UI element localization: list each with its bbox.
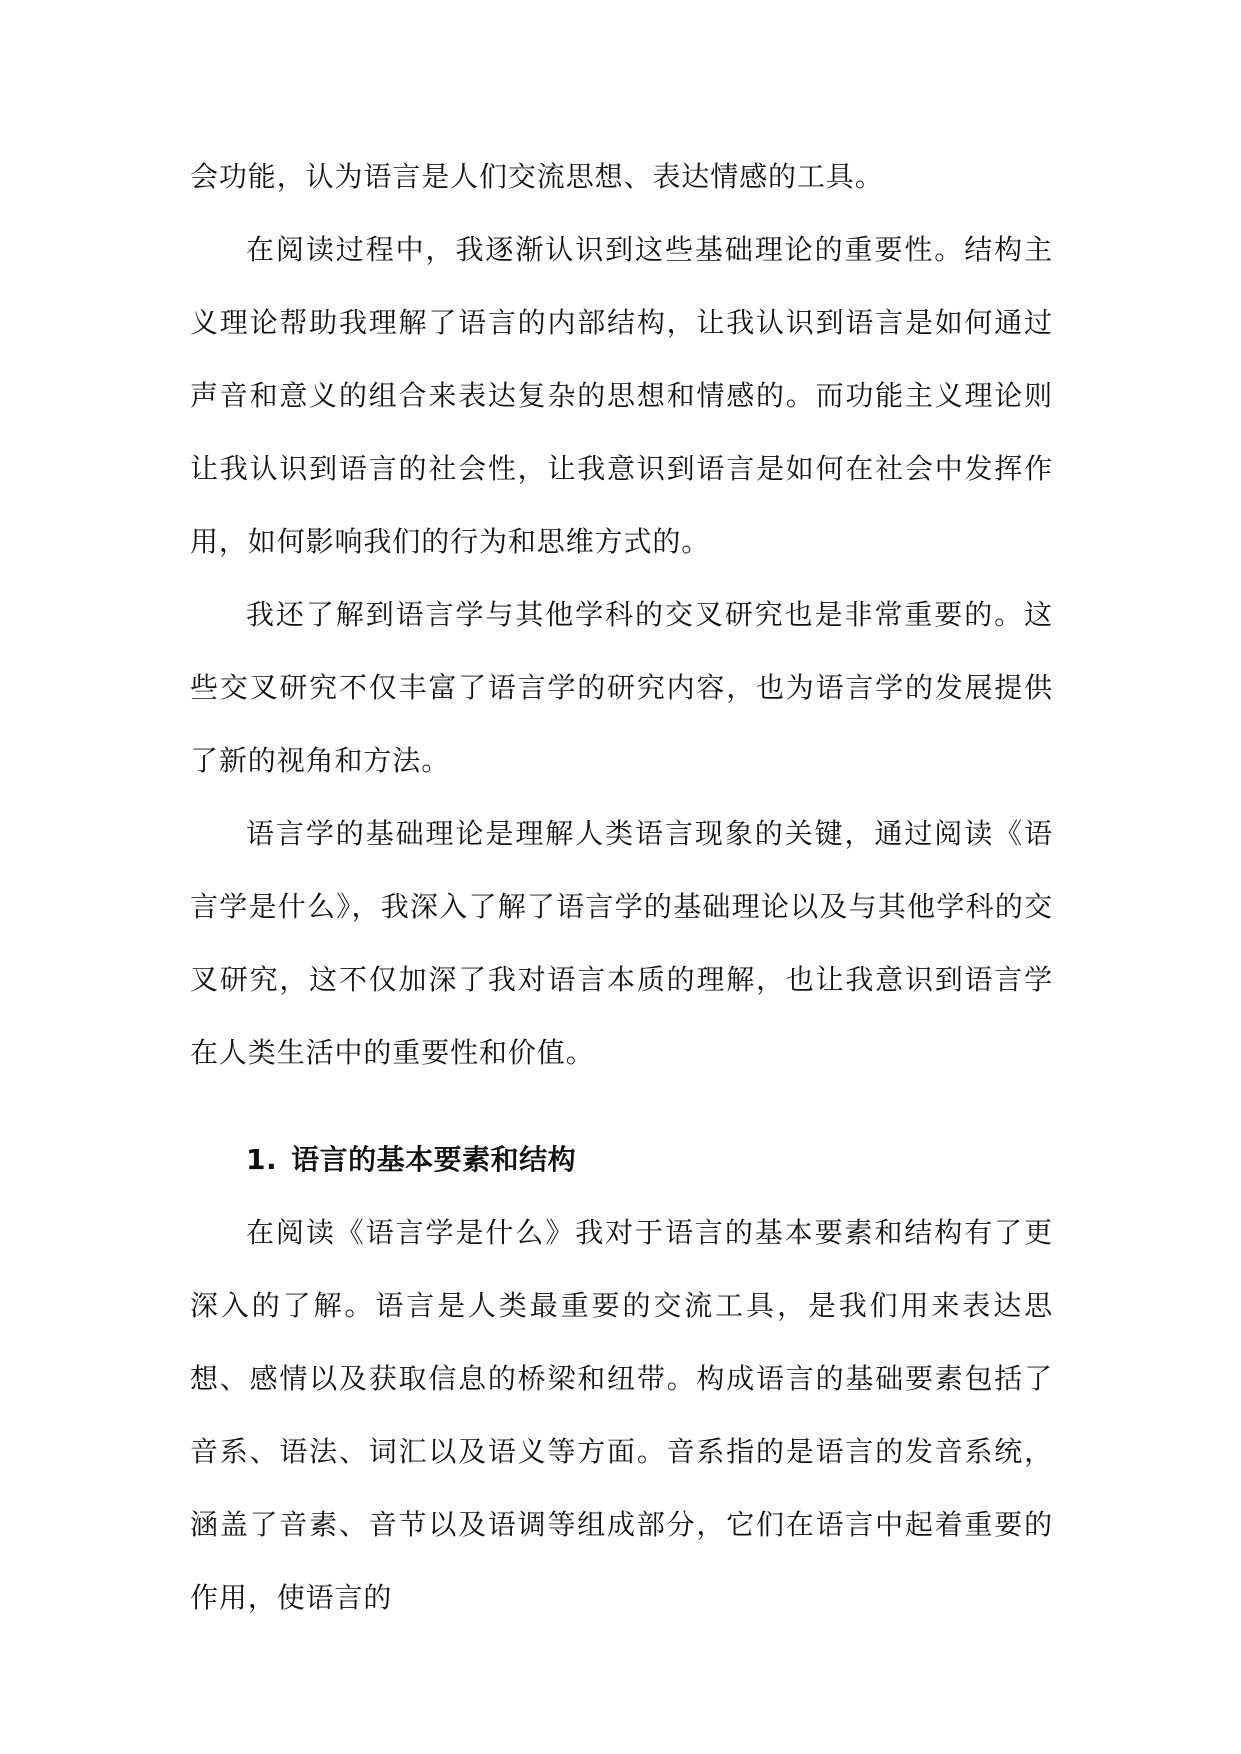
section-title: 语言的基本要素和结构 xyxy=(291,1143,577,1176)
paragraph-interdisciplinary: 我还了解到语言学与其他学科的交叉研究也是非常重要的。这些交叉研究不仅丰富了语言学的研究内容，也为语言学的发展提供了新的视角和方法。 xyxy=(190,598,1053,777)
paragraph-continued: 会功能，认为语言是人们交流思想、表达情感的工具。 xyxy=(190,160,884,193)
paragraph-basic-elements: 在阅读《语言学是什么》我对于语言的基本要素和结构有了更深入的了解。语言是人类最重要的交流工具，是我们用来表达思想、感情以及获取信息的桥梁和纽带。构成语言的基础要素包括了音系、语法、词汇以及语义等方面。音系指的是语言的发音系统，涵盖了音素、音节以及语调等组成部分，它们在语言中起着重要的作用，使语言的 xyxy=(190,1216,1053,1614)
paragraph-theory-importance: 在阅读过程中，我逐渐认识到这些基础理论的重要性。结构主义理论帮助我理解了语言的内部结构，让我认识到语言是如何通过声音和意义的组合来表达复杂的思想和情感的。而功能主义理论则让我认识到语言的社会性，让我意识到语言是如何在社会中发挥作用，如何影响我们的行为和思维方式的。 xyxy=(190,233,1053,558)
paragraph-summary: 语言学的基础理论是理解人类语言现象的关键，通过阅读《语言学是什么》，我深入了解了语言学的基础理论以及与其他学科的交叉研究，这不仅加深了我对语言本质的理解，也让我意识到语言学在人类生活中的重要性和价值。 xyxy=(190,817,1053,1069)
section-heading xyxy=(190,1123,1053,1196)
document-body xyxy=(190,140,1053,1634)
section-number: 1. xyxy=(246,1143,278,1176)
